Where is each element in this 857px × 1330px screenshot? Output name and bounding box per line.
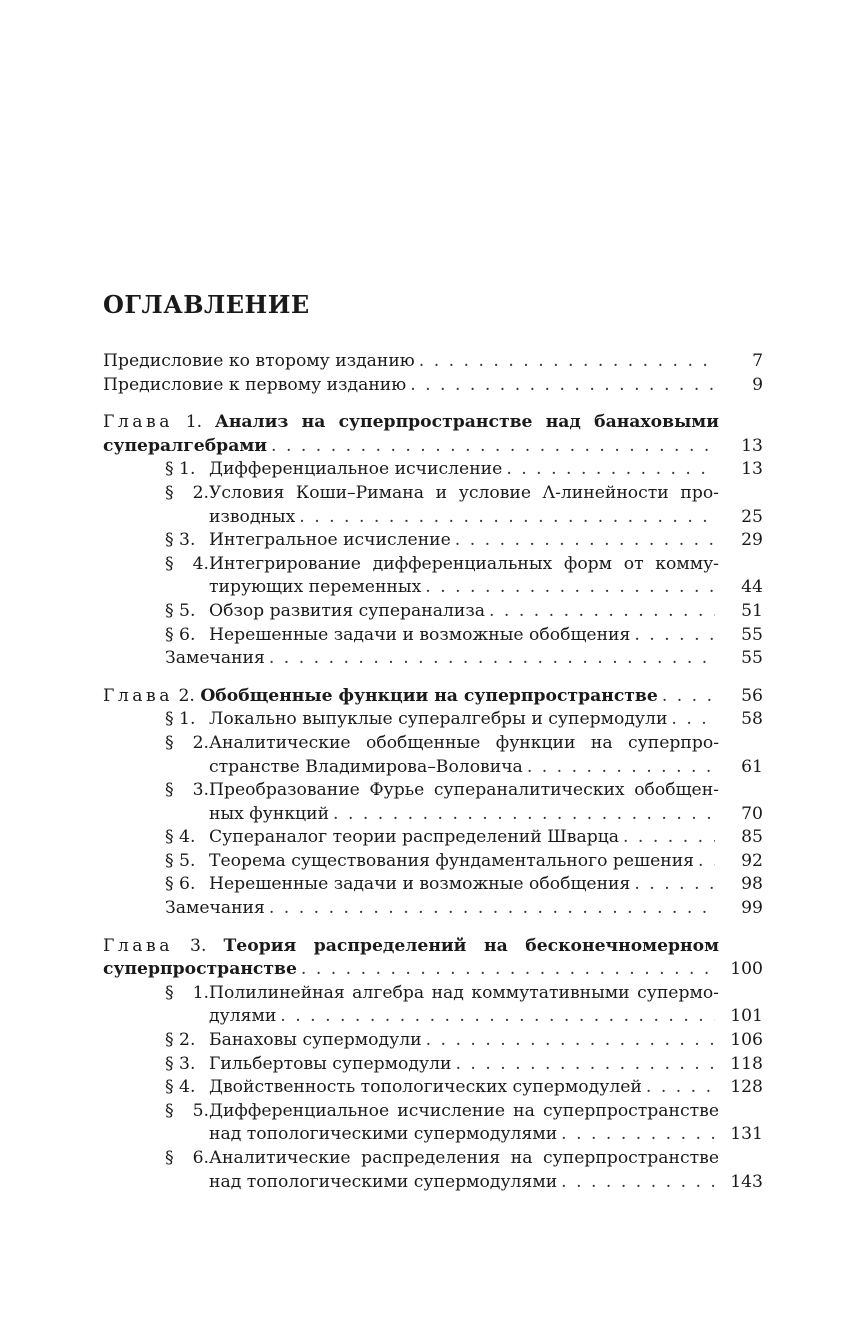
dot-leader — [269, 897, 715, 921]
section-title-cont: ных функций — [209, 803, 330, 824]
section-title: Полилинейная алгебра над коммутативными супермо- — [209, 982, 719, 1003]
dot-leader — [455, 1053, 715, 1077]
page-number: 131 — [730, 1124, 763, 1145]
section-title-cont: дулями — [209, 1006, 277, 1027]
page-number: 92 — [741, 850, 763, 871]
section-number: § 2. — [165, 1030, 196, 1051]
dot-leader — [489, 600, 715, 624]
section-title-cont: странстве Владимирова–Воловича — [209, 756, 523, 777]
page-number: 13 — [741, 435, 763, 456]
section-number: § 3. — [165, 530, 196, 551]
section-title: Банаховы супермодули — [209, 1030, 422, 1051]
toc-section[interactable] — [103, 1100, 763, 1147]
chapter-1-heading[interactable] — [103, 411, 763, 458]
section-number: § 6. — [165, 1148, 209, 1168]
toc-section[interactable] — [103, 624, 763, 648]
section-title: Интегрирование дифференциальных форм от комму- — [209, 553, 719, 574]
page-number: 85 — [741, 827, 763, 848]
toc-entry-preface-1[interactable] — [103, 374, 763, 398]
dot-leader — [425, 576, 715, 600]
page-number: 70 — [741, 803, 763, 824]
toc-section[interactable] — [103, 826, 763, 850]
page-number: 9 — [752, 374, 763, 395]
section-title: Преобразование Фурье супераналитических обобщен- — [209, 780, 719, 801]
chapter-number: 2. — [178, 685, 195, 706]
page-number: 58 — [741, 709, 763, 730]
dot-leader — [271, 435, 715, 459]
dot-leader — [410, 374, 715, 398]
chapter-title-line2: супералгебрами — [103, 435, 268, 456]
toc-section[interactable] — [103, 553, 763, 600]
toc-section[interactable] — [103, 1147, 763, 1194]
dot-leader — [561, 1123, 715, 1147]
dot-leader — [623, 826, 715, 850]
toc-section[interactable] — [103, 732, 763, 779]
section-title: Локально выпуклые супералгебры и супермодули — [209, 709, 668, 730]
page-number: 99 — [741, 898, 763, 919]
section-title: Аналитические обобщенные функции на суперпро- — [209, 732, 719, 753]
section-title: Нерешенные задачи и возможные обобщения — [209, 624, 631, 645]
chapter-number: 1. — [185, 412, 203, 433]
section-title: Гильбертовы супермодули — [209, 1053, 452, 1074]
section-title-cont: над топологическими супермодулями — [209, 1124, 558, 1145]
page-number: 118 — [730, 1053, 763, 1074]
dot-leader — [646, 1076, 715, 1100]
page-number: 128 — [730, 1077, 763, 1098]
dot-leader — [506, 458, 715, 482]
chapter-2-heading[interactable] — [103, 685, 763, 709]
section-title: Аналитические распределения на суперпространстве — [209, 1148, 719, 1168]
section-number: § 5. — [165, 1100, 209, 1121]
table-of-contents — [103, 350, 763, 1194]
dot-leader — [634, 624, 715, 648]
section-number: § 3. — [165, 1053, 196, 1074]
toc-section[interactable] — [103, 982, 763, 1029]
dot-leader — [561, 1171, 715, 1195]
dot-leader — [527, 756, 715, 780]
section-number: § 3. — [165, 780, 209, 801]
section-number: § 5. — [165, 600, 196, 621]
dot-leader — [419, 350, 715, 374]
section-number: § 5. — [165, 850, 196, 871]
dot-leader — [662, 685, 715, 709]
page-number: 55 — [741, 624, 763, 645]
chapter-number: 3. — [190, 935, 207, 956]
chapter-title-line2: суперпространстве — [103, 959, 297, 980]
section-number: § 2. — [165, 732, 209, 753]
page-number: 106 — [730, 1030, 763, 1051]
page-number: 143 — [730, 1171, 763, 1192]
section-title-cont: тирующих переменных — [209, 577, 422, 598]
dot-leader — [269, 647, 715, 671]
page-number: 101 — [730, 1006, 763, 1027]
page-number: 55 — [741, 648, 763, 669]
section-number: § 1. — [165, 982, 209, 1003]
toc-section[interactable] — [103, 600, 763, 624]
section-title: Обзор развития суперанализа — [209, 600, 485, 621]
toc-entry-text: Предисловие ко второму изданию — [103, 351, 415, 371]
section-number: § 4. — [165, 1077, 196, 1098]
section-title: Дифференциальное исчисление на суперпространстве — [209, 1100, 719, 1121]
page-number: 98 — [741, 874, 763, 895]
section-title: Двойственность топологических супермодулей — [209, 1077, 642, 1098]
page-number: 25 — [741, 506, 763, 527]
section-title: Теорема существования фундаментального решения — [209, 850, 695, 871]
toc-section[interactable] — [103, 708, 763, 732]
chapter-title-line1: Обобщенные функции на суперпространстве — [200, 685, 658, 706]
toc-section[interactable] — [103, 1076, 763, 1100]
toc-entry-text: Предисловие к первому изданию — [103, 374, 407, 395]
toc-section[interactable] — [103, 1053, 763, 1077]
section-number: § 1. — [165, 709, 196, 730]
toc-section[interactable] — [103, 458, 763, 482]
section-number: § 6. — [165, 874, 196, 895]
dot-leader — [301, 958, 715, 982]
dot-leader — [698, 850, 715, 874]
chapter-label: Глава — [103, 412, 173, 433]
dot-leader — [299, 506, 715, 530]
section-title-cont: изводных — [209, 506, 296, 527]
page-number: 29 — [741, 530, 763, 551]
section-number: § 1. — [165, 459, 196, 480]
notes-title: Замечания — [165, 898, 265, 919]
section-title: Условия Коши–Римана и условие Λ-линейности про- — [209, 482, 719, 503]
toc-section[interactable] — [103, 1029, 763, 1053]
section-number: § 2. — [165, 482, 209, 503]
dot-leader — [634, 873, 715, 897]
page-title: ОГЛАВЛЕНИЕ — [103, 290, 310, 319]
page-number: 61 — [741, 756, 763, 777]
dot-leader — [280, 1005, 715, 1029]
toc-section[interactable] — [103, 529, 763, 553]
page-number: 44 — [741, 577, 763, 598]
section-title: Дифференциальное исчисление — [209, 459, 503, 480]
chapter-label: Глава — [103, 685, 173, 706]
toc-entry-preface-2[interactable] — [103, 350, 763, 374]
toc-section[interactable] — [103, 873, 763, 897]
section-title: Нерешенные задачи и возможные обобщения — [209, 874, 631, 895]
toc-notes[interactable] — [103, 647, 763, 671]
section-number: § 4. — [165, 553, 209, 574]
page-number: 56 — [741, 685, 763, 706]
section-title: Интегральное исчисление — [209, 530, 451, 551]
dot-leader — [671, 708, 715, 732]
dot-leader — [426, 1029, 715, 1053]
section-title: Супераналог теории распределений Шварца — [209, 827, 619, 848]
chapter-label: Глава — [103, 935, 173, 956]
chapter-3-heading[interactable] — [103, 935, 763, 982]
toc-section[interactable] — [103, 482, 763, 529]
chapter-title-line1: Теория распределений на бесконечномерном — [223, 935, 720, 956]
section-number: § 4. — [165, 827, 196, 848]
page-number: 100 — [730, 959, 763, 980]
dot-leader — [455, 529, 715, 553]
toc-section[interactable] — [103, 779, 763, 826]
chapter-title-line1: Анализ на суперпространстве над банаховыми — [214, 412, 719, 433]
toc-section[interactable] — [103, 850, 763, 874]
section-number: § 6. — [165, 624, 196, 645]
toc-notes[interactable] — [103, 897, 763, 921]
page-number: 51 — [741, 600, 763, 621]
notes-title: Замечания — [165, 648, 265, 669]
dot-leader — [333, 803, 715, 827]
section-title-cont: над топологическими супермодулями — [209, 1171, 558, 1192]
page-number: 7 — [752, 351, 763, 371]
page-number: 13 — [741, 459, 763, 480]
